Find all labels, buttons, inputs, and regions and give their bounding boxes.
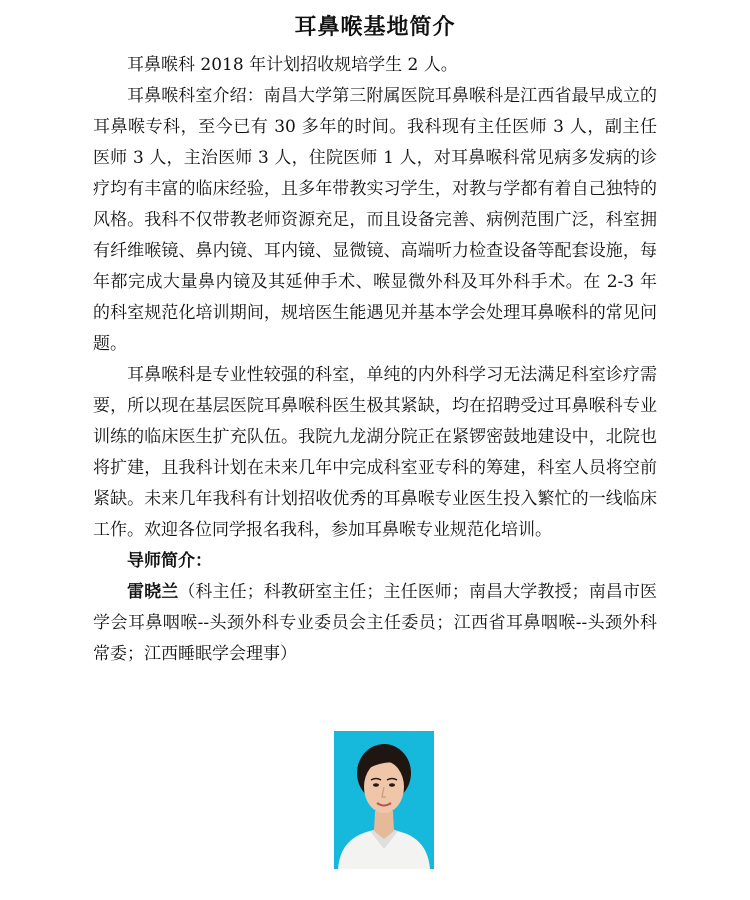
paragraph-department-intro: 耳鼻喉科室介绍：南昌大学第三附属医院耳鼻喉科是江西省最早成立的耳鼻喉专科，至今已有 30 多年的时间。我科现有主任医师 3 人，副主任医师 3 人，主治医师 3 人，住院医师 1 人，对耳鼻喉科常见病多发病的诊疗均有丰富的临床经验，且多年带教实习学生，对教与学都有着自己独特的风格。我科不仅带教老师资源充足，而且设备完善、病例范围广泛，科室拥有纤维喉镜、鼻内镜、耳内镜、显微镜、高端听力检查设备等配套设施，每年都完成大量鼻内镜及其延伸手术、喉显微外科及耳外科手术。在 2-3 年的科室规范化培训期间，规培医生能遇见并基本学会处理耳鼻喉科的常见问题。 [93,86,657,354]
mentor-portrait-illustration [334,731,434,869]
mentor-section [93,546,657,577]
paragraph-enrollment-plan: 耳鼻喉科 2018 年计划招收规培学生 2 人。 [127,55,458,75]
mentor-photo [334,731,434,869]
mentor-bio [93,577,657,670]
document-title: 耳鼻喉基地简介 [294,15,456,40]
paragraph-recruitment: 耳鼻喉科是专业性较强的科室，单纯的内外科学习无法满足科室诊疗需要，所以现在基层医院耳鼻喉科医生极其紧缺，均在招聘受过耳鼻喉科专业训练的临床医生扩充队伍。我院九龙湖分院正在紧锣密鼓地建设中，北院也将扩建，且我科计划在未来几年中完成科室亚专科的筹建，科室人员将空前紧缺。未来几年我科有计划招收优秀的耳鼻喉专业医生投入繁忙的一线临床工作。欢迎各位同学报名我科，参加耳鼻喉专业规范化培训。 [93,365,657,540]
mentor-description: （科主任；科教研室主任；主任医师；南昌大学教授；南昌市医学会耳鼻咽喉--头颈外科专业委员会主任委员；江西省耳鼻咽喉--头颈外科常委；江西睡眠学会理事） [93,582,658,664]
document-body [93,50,657,670]
mentor-name: 雷晓兰 [127,582,179,602]
mentor-heading: 导师简介： [127,551,212,571]
